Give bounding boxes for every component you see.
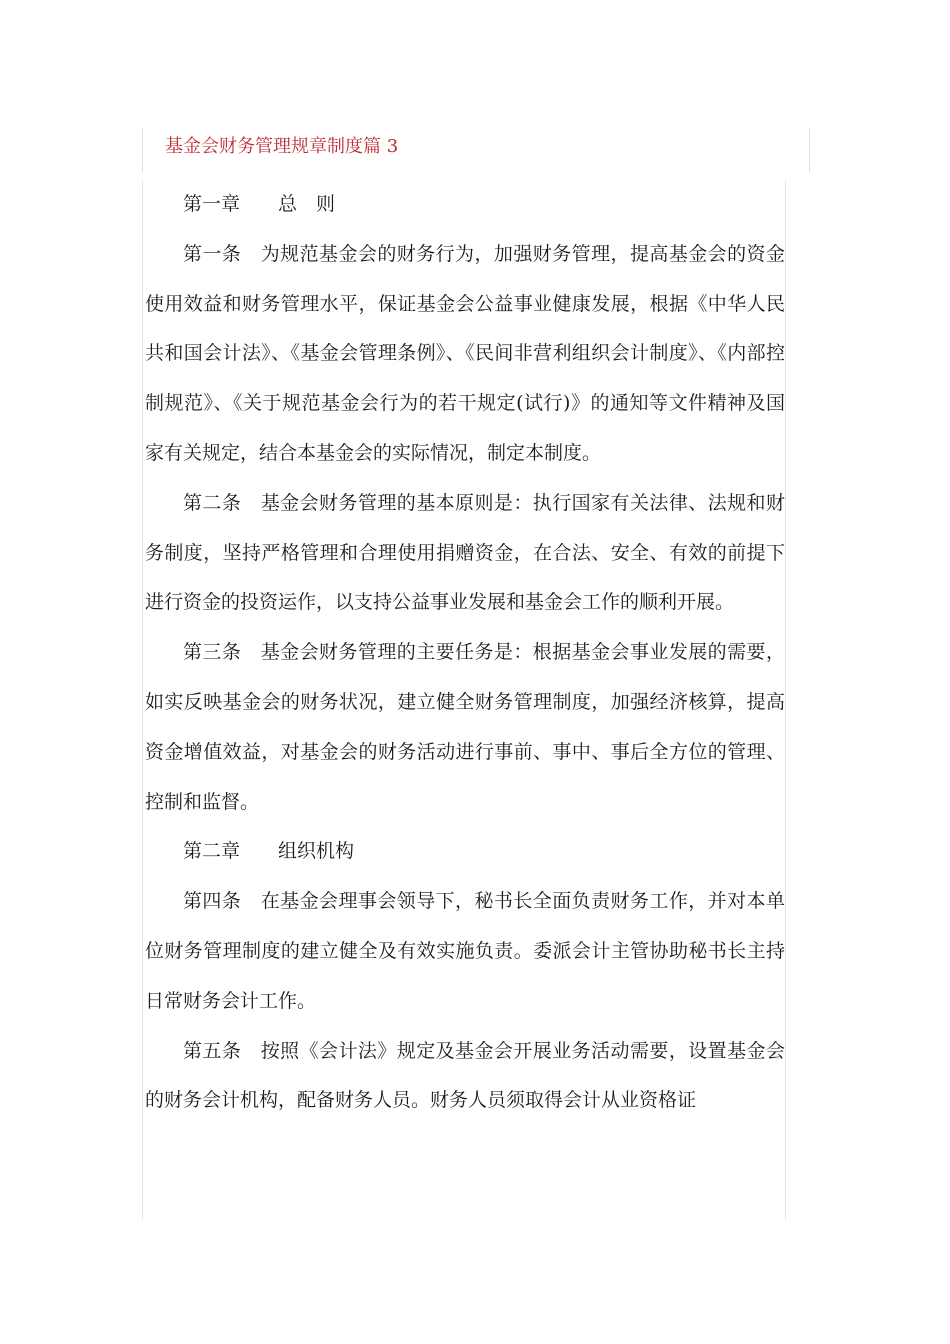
document-title: 基金会财务管理规章制度篇 3 [165,136,399,157]
content-box [142,180,786,1220]
article-paragraph: 第四条 在基金会理事会领导下，秘书长全面负责财务工作，并对本单位财务管理制度的建立健全及有效实施负责。委派会计主管协助秘书长主持日常财务会计工作。 [145,890,785,1012]
article-paragraph: 第一条 为规范基金会的财务行为，加强财务管理，提高基金会的资金使用效益和财务管理水平，保证基金会公益事业健康发展，根据《中华人民共和国会计法》、《基金会管理条例》、《民间非营利组织会计制度》、《内部控制规范》、《关于规范基金会行为的若干规定(试行)》的通知等文件精神及国家有关规定，结合本基金会的实际情况，制定本制度。 [145,242,785,464]
chapter-heading: 第二章 组织机构 [183,840,355,863]
article-paragraph: 第三条 基金会财务管理的主要任务是：根据基金会事业发展的需要，如实反映基金会的财务状况，建立健全财务管理制度，加强经济核算，提高资金增值效益，对基金会的财务活动进行事前、事中、事后全方位的管理、控制和监督。 [145,641,785,813]
chapter-heading: 第一章 总 则 [183,193,336,215]
article-paragraph: 第五条 按照《会计法》规定及基金会开展业务活动需要，设置基金会的财务会计机构，配备财务人员。财务人员须取得会计从业资格证 [145,1039,785,1112]
article-paragraph: 第二条 基金会财务管理的基本原则是：执行国家有关法律、法规和财务制度，坚持严格管理和合理使用捐赠资金，在合法、安全、有效的前提下进行资金的投资运作，以支持公益事业发展和基金会工作的顺利开展。 [145,491,785,614]
title-box [142,128,810,172]
document-body [145,180,785,1126]
